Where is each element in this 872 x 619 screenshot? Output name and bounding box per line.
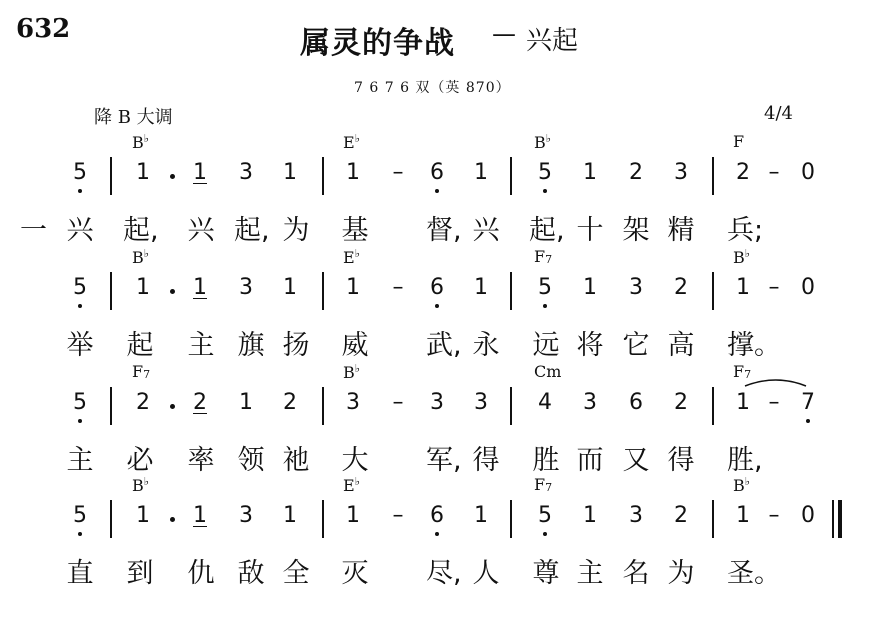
bar-line <box>110 500 112 538</box>
bar-line <box>712 387 714 425</box>
note-digit: 3 <box>239 160 253 185</box>
lyric-syllable: 起, <box>234 215 270 246</box>
note <box>131 503 155 528</box>
chord-root: F <box>733 132 745 151</box>
note-digit: 6 <box>430 160 444 185</box>
note <box>669 390 693 415</box>
lyric-syllable: 胜 <box>532 445 560 476</box>
flat-sign: ♭ <box>545 132 551 145</box>
lyric-syllable: 名 <box>622 558 650 589</box>
note-digit: 3 <box>474 390 488 415</box>
note-digit: 3 <box>239 503 253 528</box>
note-digit: 2 <box>136 390 150 415</box>
note <box>469 275 493 300</box>
bar-line <box>110 157 112 195</box>
note-digit: 1 <box>736 275 750 300</box>
hymn-subtitle: 兴起 <box>526 26 579 56</box>
note <box>425 160 449 185</box>
note-digit: – <box>392 503 404 528</box>
chord-symbol <box>343 362 360 382</box>
note-digit: 1 <box>136 503 150 528</box>
note <box>341 275 365 300</box>
note <box>731 160 755 185</box>
note <box>731 275 755 300</box>
chord-root: F <box>534 247 546 266</box>
note <box>578 275 602 300</box>
note <box>669 275 693 300</box>
note-digit: 1 <box>736 503 750 528</box>
chord-symbol <box>733 247 750 267</box>
note-digit: 1 <box>583 275 597 300</box>
final-barline-thin <box>832 500 834 538</box>
lyric-syllable: 全 <box>282 558 310 589</box>
lyric-syllable: 将 <box>576 330 604 361</box>
note <box>131 160 155 185</box>
note <box>341 390 365 415</box>
chord-symbol <box>132 132 149 152</box>
bar-line <box>110 387 112 425</box>
flat-sign: ♭ <box>354 475 360 488</box>
note-digit: 3 <box>346 390 360 415</box>
note <box>278 160 302 185</box>
lower-octave-dot <box>543 304 547 308</box>
lyric-syllable: 兴 <box>472 215 500 246</box>
rhythm-dot <box>170 517 175 522</box>
note-digit: 2 <box>674 390 688 415</box>
note-digit: 5 <box>73 160 87 185</box>
key-signature: 降 B 大调 <box>94 107 173 128</box>
note-digit: – <box>392 160 404 185</box>
note <box>578 503 602 528</box>
note <box>578 390 602 415</box>
chord-root: E <box>343 248 355 267</box>
note-digit: 6 <box>430 503 444 528</box>
lyric-syllable: 人 <box>472 558 500 589</box>
note-digit: 3 <box>674 160 688 185</box>
note <box>68 275 92 300</box>
lyric-syllable: 督, <box>426 215 462 246</box>
flat-sign: ♭ <box>143 475 149 488</box>
note <box>469 160 493 185</box>
chord-root: E <box>343 133 355 152</box>
note <box>278 390 302 415</box>
chord-root: E <box>343 476 355 495</box>
lyric-syllable: 领 <box>237 445 265 476</box>
note <box>624 275 648 300</box>
lyric-syllable: 又 <box>622 445 650 476</box>
note <box>234 275 258 300</box>
note <box>469 503 493 528</box>
note <box>669 160 693 185</box>
chord-symbol <box>534 247 552 266</box>
note <box>796 275 820 300</box>
lower-octave-dot <box>78 532 82 536</box>
bar-line <box>322 272 324 310</box>
note-digit: 1 <box>193 160 207 185</box>
note-digit: 1 <box>346 160 360 185</box>
chord-symbol <box>132 247 149 267</box>
lyric-syllable: 仇 <box>187 558 215 589</box>
note-digit: 3 <box>239 275 253 300</box>
lower-octave-dot <box>78 189 82 193</box>
lyric-syllable: 举 <box>66 330 94 361</box>
chord-symbol <box>733 132 744 151</box>
sustain-dash <box>762 503 786 528</box>
lyric-syllable: 胜, <box>727 445 763 476</box>
lyric-syllable: 大 <box>341 445 369 476</box>
chord-root: B <box>733 248 745 267</box>
rhythm-dot <box>170 174 175 179</box>
note <box>188 160 212 185</box>
note-digit: 5 <box>73 275 87 300</box>
bar-line <box>712 157 714 195</box>
flat-sign: ♭ <box>143 132 149 145</box>
chord-symbol <box>534 362 561 381</box>
note-digit: 1 <box>583 503 597 528</box>
chord-symbol <box>534 475 552 494</box>
chord-extension: 7 <box>143 368 151 381</box>
lyric-syllable: 敌 <box>237 558 265 589</box>
note <box>131 390 155 415</box>
chord-symbol <box>733 362 751 381</box>
note <box>578 160 602 185</box>
rhythm-dot <box>170 289 175 294</box>
note <box>533 503 557 528</box>
note <box>796 390 820 415</box>
lower-octave-dot <box>78 304 82 308</box>
note <box>68 390 92 415</box>
note <box>669 503 693 528</box>
hymn-title: 属灵的争战 <box>300 26 455 61</box>
note-digit: 1 <box>583 160 597 185</box>
lyric-syllable: 必 <box>126 445 154 476</box>
note-digit: 3 <box>629 275 643 300</box>
bar-line <box>712 272 714 310</box>
chord-extension: 7 <box>545 253 553 266</box>
lyric-syllable: 兴 <box>187 215 215 246</box>
tie-path <box>745 380 806 386</box>
note <box>341 160 365 185</box>
lyric-syllable: 灭 <box>341 558 369 589</box>
note <box>188 503 212 528</box>
lower-octave-dot <box>435 304 439 308</box>
lower-octave-dot <box>543 532 547 536</box>
note-digit: 5 <box>73 503 87 528</box>
note-digit: 0 <box>801 503 815 528</box>
lyric-syllable: 扬 <box>282 330 310 361</box>
lyric-syllable: 为 <box>282 215 310 246</box>
note-digit: 5 <box>538 160 552 185</box>
flat-sign: ♭ <box>744 247 750 260</box>
lyric-syllable: 起 <box>126 330 154 361</box>
lyric-syllable: 撑。 <box>727 330 781 361</box>
note <box>533 275 557 300</box>
bar-line <box>322 500 324 538</box>
chord-root: B <box>534 133 546 152</box>
lyric-syllable: 兴 <box>66 215 94 246</box>
lyric-syllable: 基 <box>341 215 369 246</box>
lyric-syllable: 到 <box>126 558 154 589</box>
lyric-syllable: 主 <box>576 558 604 589</box>
note <box>624 390 648 415</box>
note-digit: 6 <box>629 390 643 415</box>
lyric-syllable: 武, <box>426 330 462 361</box>
lyric-syllable: 直 <box>66 558 94 589</box>
bar-line <box>322 387 324 425</box>
note <box>234 503 258 528</box>
chord-symbol <box>132 362 150 381</box>
note-digit: 5 <box>73 390 87 415</box>
lyric-syllable: 得 <box>667 445 695 476</box>
flat-sign: ♭ <box>143 247 149 260</box>
note-digit: 2 <box>736 160 750 185</box>
note <box>278 503 302 528</box>
meter-info: 7 6 7 6 双（英 870） <box>354 80 511 96</box>
bar-line <box>510 157 512 195</box>
note <box>425 275 449 300</box>
chord-symbol <box>132 475 149 495</box>
lower-octave-dot <box>806 419 810 423</box>
sustain-dash <box>762 160 786 185</box>
chord-symbol <box>534 132 551 152</box>
note-digit: – <box>768 160 780 185</box>
note-digit: 1 <box>346 503 360 528</box>
chord-symbol <box>343 475 360 495</box>
note <box>533 390 557 415</box>
lyric-syllable: 主 <box>66 445 94 476</box>
bar-line <box>322 157 324 195</box>
note <box>234 160 258 185</box>
lyric-syllable: 尽, <box>426 558 462 589</box>
note-digit: 5 <box>538 503 552 528</box>
note-digit: – <box>392 390 404 415</box>
lyric-syllable: 尊 <box>532 558 560 589</box>
bar-line <box>110 272 112 310</box>
chord-symbol <box>343 132 360 152</box>
note <box>425 390 449 415</box>
lyric-syllable: 威 <box>341 330 369 361</box>
note-digit: 3 <box>629 503 643 528</box>
note-digit: 1 <box>283 275 297 300</box>
chord-extension: 7 <box>545 481 553 494</box>
note-digit: 1 <box>193 503 207 528</box>
final-barline-thick <box>838 500 842 538</box>
lyric-syllable: 远 <box>532 330 560 361</box>
lower-octave-dot <box>435 532 439 536</box>
lyric-syllable: 十 <box>576 215 604 246</box>
bar-line <box>712 500 714 538</box>
chord-root: F <box>132 362 144 381</box>
note <box>68 503 92 528</box>
note-digit: 1 <box>136 160 150 185</box>
chord-root: B <box>132 248 144 267</box>
note-digit: 1 <box>283 503 297 528</box>
flat-sign: ♭ <box>744 475 750 488</box>
note <box>341 503 365 528</box>
sustain-dash <box>386 503 410 528</box>
lyric-syllable: 圣。 <box>727 558 781 589</box>
note-digit: 1 <box>136 275 150 300</box>
note-digit: 1 <box>474 160 488 185</box>
chord-root: F <box>733 362 745 381</box>
lyric-syllable: 兵; <box>727 215 764 246</box>
note-digit: 1 <box>474 503 488 528</box>
lyric-syllable: 得 <box>472 445 500 476</box>
lyric-syllable: 主 <box>187 330 215 361</box>
note <box>131 275 155 300</box>
note-digit: 2 <box>629 160 643 185</box>
note <box>68 160 92 185</box>
note <box>278 275 302 300</box>
rhythm-dot <box>170 404 175 409</box>
note-digit: 2 <box>193 390 207 415</box>
note-digit: 1 <box>474 275 488 300</box>
lyric-syllable: 为 <box>667 558 695 589</box>
note <box>731 390 755 415</box>
note-digit: 2 <box>674 275 688 300</box>
lyric-syllable: 祂 <box>282 445 310 476</box>
chord-extension: 7 <box>744 368 752 381</box>
note-digit: 1 <box>346 275 360 300</box>
note <box>731 503 755 528</box>
chord-root: B <box>733 476 745 495</box>
note-digit: 0 <box>801 275 815 300</box>
sustain-dash <box>386 390 410 415</box>
note-digit: 2 <box>674 503 688 528</box>
note <box>796 503 820 528</box>
note <box>425 503 449 528</box>
lower-octave-dot <box>78 419 82 423</box>
lyric-syllable: 而 <box>576 445 604 476</box>
note-digit: – <box>768 503 780 528</box>
lower-octave-dot <box>543 189 547 193</box>
title-dash: — <box>492 20 516 48</box>
bar-line <box>510 500 512 538</box>
bar-line <box>510 387 512 425</box>
chord-root: B <box>132 133 144 152</box>
sustain-dash <box>386 160 410 185</box>
chord-root: B <box>132 476 144 495</box>
note-digit: 7 <box>801 390 815 415</box>
lyric-syllable: 它 <box>622 330 650 361</box>
note-digit: 3 <box>430 390 444 415</box>
note <box>624 503 648 528</box>
verse-number: 一 <box>20 215 47 246</box>
note-digit: 0 <box>801 160 815 185</box>
note-digit: – <box>392 275 404 300</box>
flat-sign: ♭ <box>354 362 360 375</box>
chord-root: B <box>343 363 355 382</box>
note-digit: 4 <box>538 390 552 415</box>
sustain-dash <box>386 275 410 300</box>
sustain-dash <box>762 275 786 300</box>
note <box>533 160 557 185</box>
note-digit: – <box>768 275 780 300</box>
note <box>234 390 258 415</box>
note <box>469 390 493 415</box>
note-digit: 5 <box>538 275 552 300</box>
lyric-syllable: 军, <box>426 445 462 476</box>
chord-symbol <box>733 475 750 495</box>
lyric-syllable: 起, <box>529 215 565 246</box>
lyric-syllable: 精 <box>667 215 695 246</box>
note-digit: 6 <box>430 275 444 300</box>
note-digit: 1 <box>239 390 253 415</box>
lyric-syllable: 永 <box>472 330 500 361</box>
hymn-number: 632 <box>16 14 71 44</box>
note-digit: 2 <box>283 390 297 415</box>
chord-root: F <box>534 475 546 494</box>
note-digit: 1 <box>193 275 207 300</box>
note <box>624 160 648 185</box>
lyric-syllable: 高 <box>667 330 695 361</box>
note-digit: 1 <box>283 160 297 185</box>
note-digit: 3 <box>583 390 597 415</box>
lyric-syllable: 起, <box>123 215 159 246</box>
note <box>188 390 212 415</box>
lyric-syllable: 率 <box>187 445 215 476</box>
chord-root: Cm <box>534 362 562 381</box>
flat-sign: ♭ <box>354 132 360 145</box>
note-digit: – <box>768 390 780 415</box>
note <box>796 160 820 185</box>
chord-symbol <box>343 247 360 267</box>
note <box>188 275 212 300</box>
bar-line <box>510 272 512 310</box>
time-signature: 4/4 <box>764 103 793 124</box>
lower-octave-dot <box>435 189 439 193</box>
flat-sign: ♭ <box>354 247 360 260</box>
lyric-syllable: 旗 <box>237 330 265 361</box>
sustain-dash <box>762 390 786 415</box>
note-digit: 1 <box>736 390 750 415</box>
lyric-syllable: 架 <box>622 215 650 246</box>
